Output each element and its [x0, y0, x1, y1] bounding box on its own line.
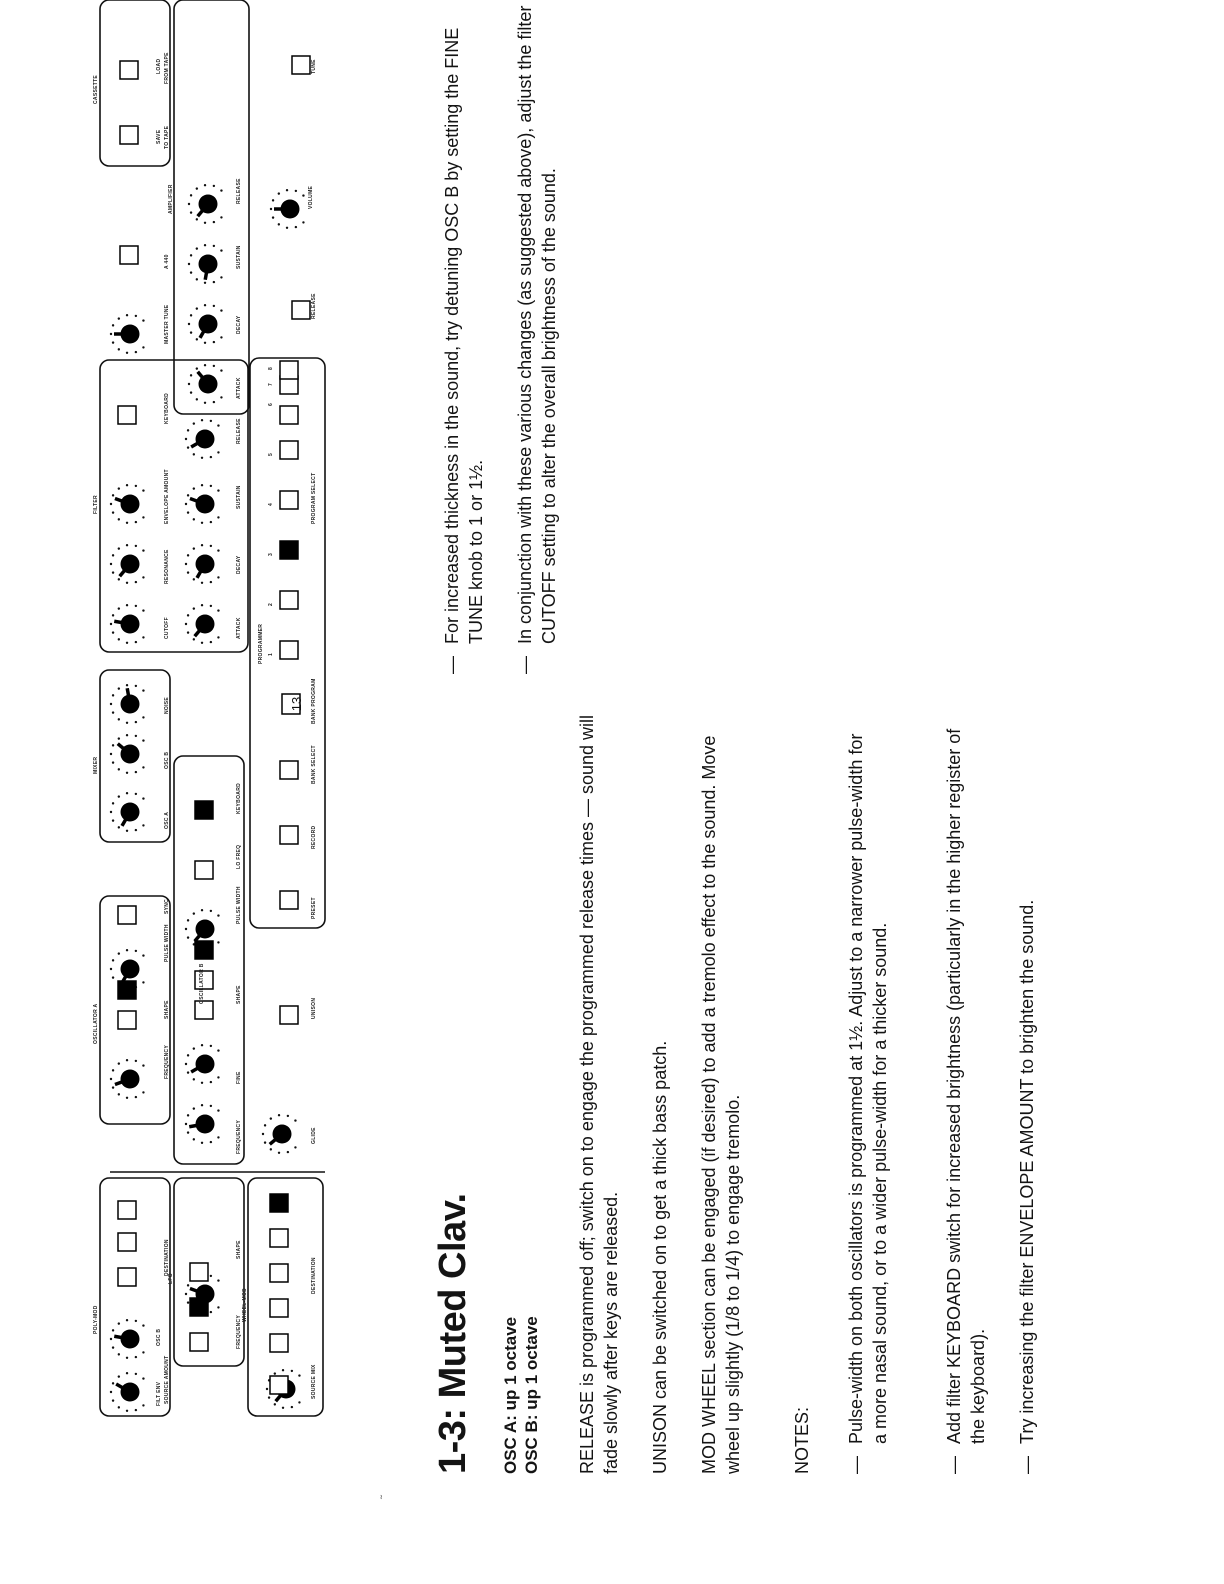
note-dash: —: [442, 656, 462, 674]
osc-a-pulse-switch: [118, 981, 136, 999]
lfo-shape-2-switch: [190, 1298, 208, 1316]
label-attack-a: ATTACK: [236, 377, 242, 399]
label-release-f: RELEASE: [236, 418, 242, 444]
osc-b-fine-knob: [185, 1044, 220, 1084]
label-sustain-f: SUSTAIN: [236, 485, 242, 509]
label-decay-a: DECAY: [236, 315, 242, 334]
lfo-shape-3-switch: [190, 1263, 208, 1281]
label-destination-wm: DESTINATION: [311, 1257, 317, 1294]
label-preset: PRESET: [311, 897, 317, 919]
mixer-osc-b-knob: [110, 734, 145, 774]
label-filt-env: FILT ENV: [156, 1381, 162, 1406]
label-shape-a: SHAPE: [164, 1000, 170, 1019]
wheel-mod-freq-b-switch: [270, 1299, 288, 1317]
osc-a-section: [100, 896, 170, 1124]
preset-switch: [280, 891, 298, 909]
label-attack-f: ATTACK: [236, 617, 242, 639]
label-keyboard-b: KEYBOARD: [236, 782, 242, 814]
label-osc-b: OSCILLATOR B: [199, 963, 205, 1004]
label-shape: SHAPE: [236, 1240, 242, 1259]
amp-sustain-knob: [188, 244, 223, 284]
poly-mod-filter-switch: [118, 1201, 136, 1219]
label-keyboard-f: KEYBOARD: [164, 392, 170, 424]
note-text: For increased thickness in the sound, try detuning OSC B by setting the FINE TUNE knob to 1 or 1½.: [442, 27, 486, 644]
poly-mod-filt-env-knob: [110, 1372, 145, 1412]
note-dash: —: [846, 1456, 866, 1474]
unison-switch: [280, 1006, 298, 1024]
label-prog-2: 2: [268, 602, 274, 606]
osc-a-setting: OSC A: up 1 octave: [501, 1316, 520, 1474]
label-release-a: RELEASE: [236, 178, 242, 204]
osc-a-frequency-knob: [110, 1059, 145, 1099]
lfo-shape-1-switch: [190, 1333, 208, 1351]
cassette-load-switch: [120, 61, 138, 79]
note-text: Add filter KEYBOARD switch for increased brightness (particularly in the higher register of the keyboard).: [944, 728, 988, 1444]
label-prog-5: 5: [268, 452, 274, 456]
filter-attack-knob: [185, 604, 220, 644]
wheel-mod-pw-switch: [270, 1264, 288, 1282]
bank-select-switch: [280, 761, 298, 779]
paragraph-unison: UNISON can be switched on to get a thick bass patch.: [650, 1040, 670, 1474]
label-master-tune: MASTER TUNE: [164, 304, 170, 344]
filter-resonance-knob: [110, 544, 145, 584]
label-filter: FILTER: [93, 495, 99, 514]
amp-attack-knob: [188, 364, 223, 404]
amp-decay-knob: [188, 304, 223, 344]
record-switch: [280, 826, 298, 844]
label-decay-f: DECAY: [236, 555, 242, 574]
note-text: In conjunction with these various changes (as suggested above), adjust the filter CUTOFF setting to alter the overall brightness of the sound.: [515, 5, 559, 644]
osc-b-frequency-knob: [185, 1104, 220, 1144]
label-programmer: PROGRAMMER: [258, 623, 264, 664]
osc-settings: [500, 1316, 542, 1474]
label-source-amount: SOURCE AMOUNT: [164, 1355, 170, 1404]
a440-switch: [120, 246, 138, 264]
osc-a-saw-switch: [118, 1011, 136, 1029]
wheel-mod-pw-b-switch: [270, 1229, 288, 1247]
label-bank-program: BANK PROGRAM: [311, 678, 317, 724]
poly-mod-osc-b-knob: [110, 1319, 145, 1359]
note-text: Pulse-width on both oscillators is programmed at 1½. Adjust to a narrower pulse-width for a more nasal sound, or to a wider pulse-width for a thicker sound.: [846, 733, 890, 1444]
filter-cutoff-knob: [110, 604, 145, 644]
label-sustain-a: SUSTAIN: [236, 245, 242, 269]
master-tune-knob: [110, 314, 145, 354]
volume-knob: [270, 189, 305, 229]
label-frequency: FREQUENCY: [236, 1314, 242, 1349]
page-title: 1-3: Muted Clav.: [432, 1193, 474, 1474]
bank-display-value: 13: [289, 696, 304, 712]
label-amplifier: AMPLIFIER: [168, 184, 174, 214]
program-4-switch: [280, 491, 298, 509]
note-dash: —: [515, 656, 535, 674]
program-6-switch: [280, 406, 298, 424]
label-osc-b-src: OSC B: [156, 1328, 162, 1346]
poly-mod-freq-a-switch: [118, 1268, 136, 1286]
label-program-select: PROGRAM SELECT: [311, 472, 317, 524]
label-from-tape: FROM TAPE: [164, 52, 170, 84]
filter-sustain-knob: [185, 484, 220, 524]
osc-b-pulse-switch: [195, 941, 213, 959]
tune-switch: [292, 56, 310, 74]
program-1-switch: [280, 641, 298, 659]
label-a440: A 440: [164, 254, 170, 269]
program-3-switch: [280, 541, 298, 559]
wheel-mod-freq-a-switch: [270, 1334, 288, 1352]
label-unison: UNISON: [311, 997, 317, 1019]
synth-panel-diagram: [0, 0, 340, 1584]
release-switch: [292, 301, 310, 319]
program-8-switch: [280, 361, 298, 379]
wheel-mod-filter-switch: [270, 1194, 288, 1212]
label-glide: GLIDE: [311, 1127, 317, 1144]
label-tune: TUNE: [311, 59, 317, 74]
stray-mark: ˜: [378, 1495, 392, 1499]
label-cutoff: CUTOFF: [164, 617, 170, 639]
label-prog-4: 4: [268, 502, 274, 506]
label-prog-8: 8: [268, 366, 274, 370]
amp-release-knob: [188, 184, 223, 224]
label-record: RECORD: [311, 825, 317, 849]
cassette-save-switch: [120, 126, 138, 144]
label-shape-b: SHAPE: [236, 985, 242, 1004]
glide-knob: [262, 1114, 297, 1154]
osc-b-lo-freq-switch: [195, 861, 213, 879]
wheel-mod-lfo-switch: [270, 1376, 288, 1394]
label-osc-a: OSCILLATOR A: [93, 1003, 99, 1044]
filter-release-knob: [185, 419, 220, 459]
osc-b-keyboard-switch: [195, 801, 213, 819]
label-lfo: LFO: [168, 1273, 174, 1284]
poly-mod-pw-a-switch: [118, 1233, 136, 1251]
program-5-switch: [280, 441, 298, 459]
label-frequency-b: FREQUENCY: [236, 1119, 242, 1154]
label-destination: DESTINATION: [164, 1239, 170, 1276]
label-volume: VOLUME: [308, 185, 314, 209]
label-lo-freq: LO FREQ: [236, 844, 242, 869]
label-mixer: MIXER: [93, 756, 99, 774]
label-cassette: CASSETTE: [93, 74, 99, 104]
filter-decay-knob: [185, 544, 220, 584]
osc-b-setting: OSC B: up 1 octave: [522, 1316, 541, 1474]
label-prog-6: 6: [268, 402, 274, 406]
label-noise: NOISE: [164, 696, 170, 714]
label-release-sw: RELEASE: [311, 293, 317, 319]
label-save: SAVE: [156, 129, 162, 144]
notes-heading: NOTES:: [792, 1406, 812, 1474]
label-fine: FINE: [236, 1071, 242, 1084]
label-prog-7: 7: [268, 382, 274, 386]
label-pulse-width-a: PULSE WIDTH: [164, 924, 170, 962]
filter-keyboard-switch: [118, 406, 136, 424]
label-poly-mod: POLY-MOD: [93, 1305, 99, 1334]
lfo-section: [174, 1178, 244, 1366]
label-resonance: RESONANCE: [164, 549, 170, 584]
label-osc-b-mix: OSC B: [164, 751, 170, 769]
mixer-osc-a-knob: [110, 792, 145, 832]
osc-a-sync-switch: [118, 906, 136, 924]
label-env-amount: ENVELOPE AMOUNT: [164, 469, 170, 524]
note-dash: —: [1017, 1456, 1037, 1474]
label-frequency-a: FREQUENCY: [164, 1044, 170, 1079]
label-pulse-width-b: PULSE WIDTH: [236, 886, 242, 924]
program-2-switch: [280, 591, 298, 609]
label-osc-a-mix: OSC A: [164, 811, 170, 829]
label-sync: SYNC: [164, 898, 170, 914]
label-prog-3: 3: [268, 552, 274, 556]
paragraph-release: RELEASE is programmed off; switch on to engage the programmed release times — sound will fade slowly after keys are released.: [577, 714, 621, 1474]
label-load: LOAD: [156, 58, 162, 74]
label-wheel-mod: WHEEL-MOD: [242, 1287, 248, 1322]
note-text: Try increasing the filter ENVELOPE AMOUNT to brighten the sound.: [1017, 899, 1037, 1444]
label-to-tape: TO TAPE: [164, 125, 170, 149]
mixer-noise-knob: [110, 684, 145, 724]
paragraph-mod-wheel: MOD WHEEL section can be engaged (if desired) to add a tremolo effect to the sound. Move wheel up slightly (1/8 to 1/4) to engage tremolo.: [699, 735, 743, 1474]
label-prog-1: 1: [268, 652, 274, 656]
label-bank-select: BANK SELECT: [311, 745, 317, 784]
filter-env-amount-knob: [110, 484, 145, 524]
note-dash: —: [944, 1456, 964, 1474]
label-source-mix: SOURCE MIX: [311, 1364, 317, 1399]
